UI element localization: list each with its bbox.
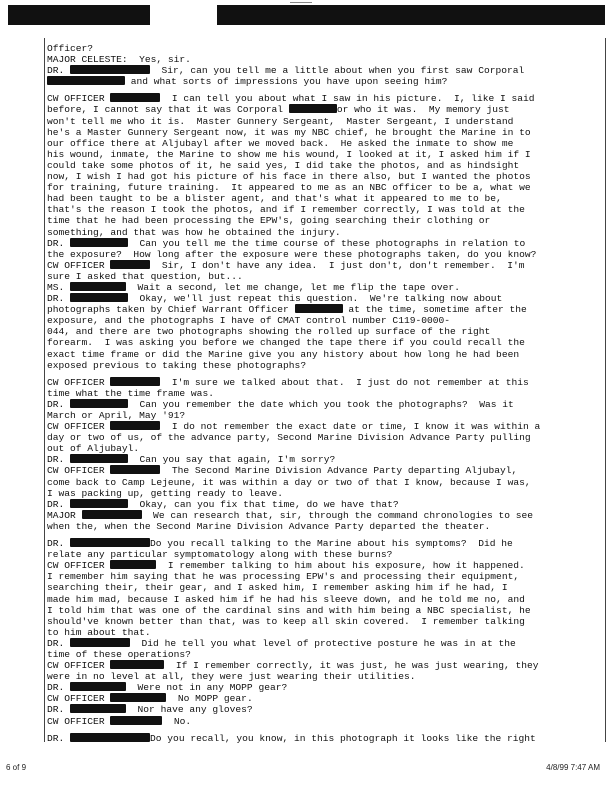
- line-text: I'm sure we talked about that. I just do not remember at this: [160, 376, 529, 388]
- transcript-line: [47, 138, 602, 149]
- name-redaction: [70, 704, 126, 713]
- name-redaction: [110, 465, 160, 474]
- line-text: made him mad, because I asked him if he had his sleeve down, and he told me no, and: [47, 593, 525, 605]
- name-redaction: [110, 693, 166, 702]
- line-text: CW OFFICER: [47, 715, 111, 727]
- transcript-line: [47, 293, 602, 304]
- transcript-line: [47, 238, 602, 249]
- name-redaction: [70, 499, 128, 508]
- line-text: The Second Marine Division Advance Party departing Aljubayl,: [160, 465, 518, 477]
- line-text: won't tell me who it is. Master Gunnery Sergeant, Master Sergeant, I understand: [47, 115, 514, 127]
- transcript-line: [47, 104, 602, 115]
- name-redaction: [70, 282, 126, 291]
- line-text: CW OFFICER: [47, 660, 111, 672]
- header-redaction-left: [8, 5, 150, 25]
- transcript-line: [47, 660, 602, 671]
- transcript-line: [47, 638, 602, 649]
- line-text: Sir, I don't have any idea. I just don't, don't remember. I'm: [150, 259, 525, 271]
- line-text: he's a Master Gunnery Sergeant now, it was my NBC chief, he brought the Marine in to: [47, 126, 531, 138]
- line-text: day or two of us, of the advance party, Second Marine Division Advance Party pulling: [47, 432, 531, 444]
- name-redaction: [47, 76, 125, 85]
- transcript-line: [47, 510, 602, 521]
- transcript-line: [47, 549, 602, 560]
- transcript-line: [47, 76, 602, 87]
- name-redaction: [70, 293, 128, 302]
- name-redaction: [70, 399, 128, 408]
- transcript-body: [47, 43, 602, 744]
- line-text: come back to Camp Lejeune, it was within a day or two of that I know, because I was,: [47, 476, 531, 488]
- transcript-line: [47, 282, 602, 293]
- name-redaction: [70, 238, 128, 247]
- line-text: before, I cannot say that it was Corporal: [47, 104, 289, 116]
- name-redaction: [82, 510, 142, 519]
- transcript-line: [47, 127, 602, 138]
- line-text: DR.: [47, 704, 71, 716]
- line-text: exposure, and the photographs I have of CMAT control number C119-0000-: [47, 315, 451, 327]
- line-text: something, and that was how he obtained the injury.: [47, 226, 341, 238]
- transcript-line: [47, 399, 602, 410]
- transcript-line: [47, 582, 602, 593]
- line-text: had been taught to be a blister agent, and that's what it appeared to me to be,: [47, 193, 502, 205]
- line-text: DR.: [47, 538, 71, 550]
- transcript-line: [47, 671, 602, 682]
- transcript-line: [47, 54, 602, 65]
- line-text: Can you say that again, I'm sorry?: [128, 454, 336, 466]
- transcript-line: [47, 682, 602, 693]
- name-redaction: [289, 104, 337, 113]
- transcript-line: [47, 160, 602, 171]
- line-text: Do you recall talking to the Marine about his symptoms? Did he: [150, 538, 513, 550]
- line-text: CW OFFICER: [47, 560, 111, 572]
- transcript-line: [47, 627, 602, 638]
- line-text: our office there at Aljubayl after we moved back. He asked the inmate to show me: [47, 137, 514, 149]
- line-text: now, I wish I had got his picture of his face in there also, but I wanted the photos: [47, 171, 531, 183]
- transcript-line: [47, 43, 602, 54]
- line-text: Can you remember the date which you took the photographs? Was it: [128, 398, 514, 410]
- transcript-line: [47, 693, 602, 704]
- transcript-line: [47, 349, 602, 360]
- line-text: MAJOR CELESTE: Yes, sir.: [47, 54, 191, 66]
- line-text: at the time, sometime after the: [342, 304, 527, 316]
- line-text: Nor have any gloves?: [126, 704, 253, 716]
- line-text: Did he tell you what level of protective posture he was in at the: [130, 637, 516, 649]
- transcript-line: [47, 360, 602, 371]
- name-redaction: [110, 421, 160, 430]
- name-redaction: [110, 93, 160, 102]
- transcript-line: [47, 616, 602, 627]
- line-text: when the, when the Second Marine Division Advance Party departed the theater.: [47, 520, 491, 532]
- transcript-line: [47, 304, 602, 315]
- line-text: I do not remember the exact date or time, I know it was within a: [160, 421, 541, 433]
- line-text: relate any particular symptomatology along with these burns?: [47, 549, 393, 561]
- transcript-line: [47, 171, 602, 182]
- transcript-line: [47, 410, 602, 421]
- transcript-line: [47, 227, 602, 238]
- line-text: CW OFFICER: [47, 376, 111, 388]
- transcript-line: [47, 65, 602, 76]
- line-text: for training, future training. It appeared to me as an NBC officer to be a, what we: [47, 182, 531, 194]
- page-number: 6 of 9: [6, 763, 27, 772]
- name-redaction: [70, 638, 130, 647]
- print-timestamp: 4/8/99 7:47 AM: [546, 763, 600, 772]
- line-text: DR.: [47, 65, 71, 77]
- transcript-line: [47, 271, 602, 282]
- name-redaction: [70, 454, 128, 463]
- transcript-line: [47, 377, 602, 388]
- transcript-line: [47, 315, 602, 326]
- transcript-line: [47, 149, 602, 160]
- line-text: Okay, we'll just repeat this question. We're talking now about: [128, 293, 503, 305]
- transcript-line: [47, 704, 602, 715]
- transcript-line: [47, 594, 602, 605]
- name-redaction: [110, 377, 160, 386]
- name-redaction: [70, 733, 150, 742]
- line-text: CW OFFICER: [47, 421, 111, 433]
- line-text: sure I asked that question, but...: [47, 270, 243, 282]
- transcript-line: [47, 193, 602, 204]
- transcript-line: [47, 432, 602, 443]
- transcript-line: [47, 571, 602, 582]
- name-redaction: [110, 260, 150, 269]
- line-text: MS.: [47, 281, 71, 293]
- line-text: should've known better than that, was to keep all skin covered. I remember talking: [47, 615, 525, 627]
- line-text: Do you recall, you know, in this photograph it looks like the right: [150, 732, 536, 744]
- name-redaction: [70, 682, 126, 691]
- name-redaction: [70, 65, 150, 74]
- transcript-line: [47, 388, 602, 399]
- transcript-line: [47, 477, 602, 488]
- line-text: CW OFFICER: [47, 259, 111, 271]
- transcript-line: [47, 488, 602, 499]
- transcript-line: [47, 733, 602, 744]
- line-text: were in no level at all, they were just wearing their utilities.: [47, 671, 416, 683]
- transcript-line: [47, 421, 602, 432]
- line-text: and what sorts of impressions you have upon seeing him?: [125, 76, 448, 88]
- line-text: DR.: [47, 237, 71, 249]
- line-text: We can research that, sir, through the command chronologies to see: [141, 509, 534, 521]
- transcript-line: [47, 649, 602, 660]
- line-text: exact time frame or did the Marine give you any history about how long he had been: [47, 348, 520, 360]
- line-text: DR.: [47, 293, 71, 305]
- line-text: DR.: [47, 682, 71, 694]
- transcript-line: [47, 326, 602, 337]
- transcript-line: [47, 182, 602, 193]
- header-tick: [290, 2, 312, 3]
- transcript-line: [47, 560, 602, 571]
- line-text: Wait a second, let me change, let me flip the tape over.: [126, 281, 460, 293]
- line-text: I was packing up, getting ready to leave.: [47, 487, 284, 499]
- line-text: Sir, can you tell me a little about when you first saw Corporal: [150, 65, 525, 77]
- transcript-line: [47, 605, 602, 616]
- name-redaction: [295, 304, 343, 313]
- line-text: No MOPP gear.: [166, 693, 253, 705]
- line-text: Officer?: [47, 43, 94, 54]
- transcript-line: [47, 443, 602, 454]
- line-text: No.: [162, 715, 192, 727]
- line-text: Were not in any MOPP gear?: [126, 682, 288, 694]
- line-text: that's the reason I took the photos, and if I remember correctly, I was told at the: [47, 204, 525, 216]
- line-text: could take some photos of it, he said yes, I did take the photos, and as hindsight: [47, 159, 520, 171]
- transcript-line: [47, 93, 602, 104]
- line-text: 044, and there are two photographs showing the rolled up surface of the right: [47, 326, 491, 338]
- line-text: MAJOR: [47, 509, 82, 521]
- transcript-line: [47, 521, 602, 532]
- transcript-line: [47, 465, 602, 476]
- transcript-line: [47, 249, 602, 260]
- transcript-line: [47, 204, 602, 215]
- line-text: I remember him saying that he was processing EPW's and processing their equipment,: [47, 571, 520, 583]
- line-text: DR.: [47, 454, 71, 466]
- name-redaction: [110, 716, 162, 725]
- line-text: forearm. I was asking you before we changed the tape there if you could recall the: [47, 337, 525, 349]
- line-text: DR.: [47, 732, 71, 744]
- line-text: CW OFFICER: [47, 93, 111, 105]
- line-text: photographs taken by Chief Warrant Officer: [47, 304, 295, 316]
- transcript-line: [47, 538, 602, 549]
- line-text: time of these operations?: [47, 648, 191, 660]
- line-text: out of Aljubayl.: [47, 443, 140, 455]
- line-text: his wound, inmate, the Marine to show me his wound, I looked at it, I asked him if I: [47, 148, 531, 160]
- transcript-line: [47, 116, 602, 127]
- line-text: exposed previous to taking these photographs?: [47, 359, 307, 371]
- name-redaction: [110, 560, 156, 569]
- line-text: March or April, May '91?: [47, 410, 186, 421]
- line-text: to him about that.: [47, 626, 151, 638]
- line-text: DR.: [47, 498, 71, 510]
- line-text: I remember talking to him about his exposure, how it happened.: [156, 560, 525, 572]
- transcript-line: [47, 454, 602, 465]
- name-redaction: [110, 660, 164, 669]
- transcript-line: [47, 337, 602, 348]
- line-text: Can you tell me the time course of these photographs in relation to: [128, 237, 526, 249]
- line-text: If I remember correctly, it was just, he was just wearing, they: [164, 660, 539, 672]
- line-text: time what the time frame was.: [47, 387, 214, 399]
- line-text: CW OFFICER: [47, 465, 111, 477]
- header-redaction-right: [217, 5, 605, 25]
- line-text: CW OFFICER: [47, 693, 111, 705]
- line-text: searching their, their gear, and I asked him, I remember asking him if he had, I: [47, 582, 508, 594]
- line-text: DR.: [47, 398, 71, 410]
- transcript-line: [47, 716, 602, 727]
- line-text: I can tell you about what I saw in his picture. I, like I said: [160, 93, 535, 105]
- transcript-line: [47, 215, 602, 226]
- line-text: I told him that was one of the cardinal sins and with him being a NBC specialist, he: [47, 604, 531, 616]
- line-text: DR.: [47, 637, 71, 649]
- transcript-line: [47, 499, 602, 510]
- line-text: the exposure? How long after the exposure were these photographs taken, do you know?: [47, 248, 537, 260]
- line-text: or who it was. My memory just: [336, 104, 510, 116]
- transcript-line: [47, 260, 602, 271]
- name-redaction: [70, 538, 150, 547]
- line-text: time that he had been processing the EPW's, going searching their clothing or: [47, 215, 491, 227]
- line-text: Okay, can you fix that time, do we have that?: [128, 498, 399, 510]
